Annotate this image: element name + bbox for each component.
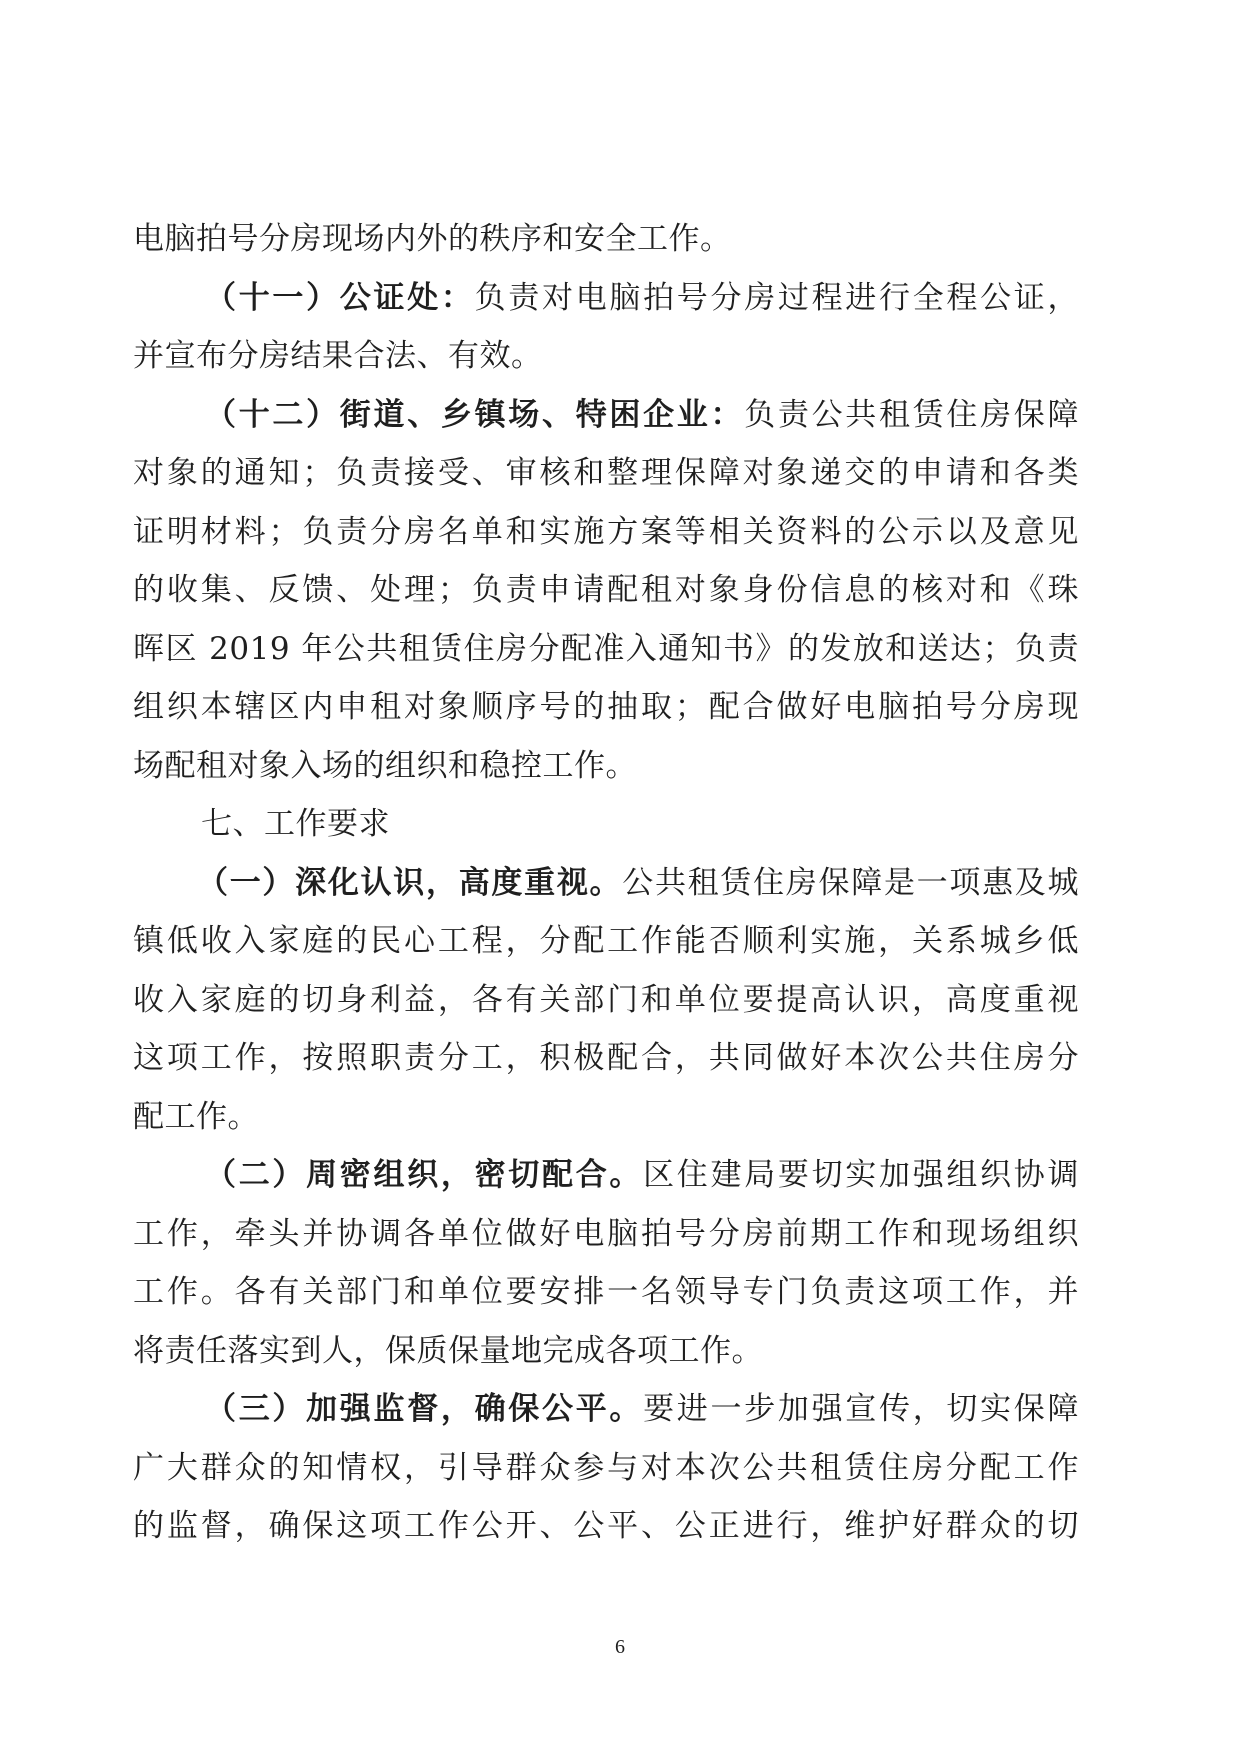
item-12-line-6 [133,678,1079,737]
requirement-1-text-5: 配工作。 [133,1098,259,1135]
requirement-2-line-3 [133,1263,1079,1322]
requirement-1-text-3: 收入家庭的切身利益，各有关部门和单位要提高认识，高度重视 [133,981,1079,1018]
requirement-3-line-2 [133,1439,1079,1498]
item-12-line-3 [133,503,1079,562]
requirement-1-line-5 [133,1088,1079,1147]
item-12-text-5: 晖区 2019 年公共租赁住房分配准入通知书》的发放和送达；负责 [133,630,1079,667]
item-12-text-2: 对象的通知；负责接受、审核和整理保障对象递交的申请和各类 [133,455,1079,491]
item-11-line-1 [133,269,1079,328]
requirement-1-text: 公共租赁住房保障是一项惠及城 [622,864,1079,901]
requirement-2-line-1 [133,1146,1079,1205]
paragraph-continuation-line [133,210,1079,269]
requirement-1-line-2 [133,912,1079,971]
item-12-line-5 [133,620,1079,679]
requirement-2-line-4 [133,1322,1079,1381]
requirement-1-line-1 [133,854,1079,913]
requirement-2-text-2: 工作，牵头并协调各单位做好电脑拍号分房前期工作和现场组织 [133,1215,1079,1252]
requirement-3-text-3: 的监督，确保这项工作公开、公平、公正进行，维护好群众的切 [133,1508,1079,1544]
requirement-3-text: 要进一步加强宣传，切实保障 [643,1391,1080,1427]
item-12-heading: （十二）街道、乡镇场、特困企业： [205,396,745,433]
requirement-3-heading: （三）加强监督，确保公平。 [205,1391,644,1427]
item-12-line-1 [133,386,1079,445]
item-12-text-3: 证明材料；负责分房名单和实施方案等相关资料的公示以及意见 [133,513,1079,550]
continuation-text: 电脑拍号分房现场内外的秩序和安全工作。 [133,221,732,257]
requirement-2-text-3: 工作。各有关部门和单位要安排一名领导专门负责这项工作，并 [133,1274,1079,1310]
item-12-line-4 [133,561,1079,620]
item-11-line-2 [133,327,1079,386]
item-11-heading: （十一）公证处： [205,279,475,316]
requirement-1-heading: （一）深化认识，高度重视。 [197,864,623,901]
item-12-line-2 [133,444,1079,503]
requirement-1-text-2: 镇低收入家庭的民心工程，分配工作能否顺利实施，关系城乡低 [133,923,1079,959]
item-12-text-7: 场配租对象入场的组织和稳控工作。 [133,747,637,784]
item-12-text-4: 的收集、反馈、处理；负责申请配租对象身份信息的核对和《珠 [133,572,1079,608]
item-11-text-2: 并宣布分房结果合法、有效。 [133,338,543,374]
requirement-1-text-4: 这项工作，按照职责分工，积极配合，共同做好本次公共住房分 [133,1040,1079,1076]
requirement-2-line-2 [133,1205,1079,1264]
item-12-text: 负责公共租赁住房保障 [744,396,1080,433]
requirement-3-line-1 [133,1380,1079,1439]
section-7-title: 七、工作要求 [201,806,390,842]
requirement-2-text: 区住建局要切实加强组织协调 [643,1157,1080,1193]
page-number: 6 [615,1636,625,1658]
requirement-1-line-3 [133,971,1079,1030]
requirement-1-line-4 [133,1029,1079,1088]
document-body [133,210,1079,1556]
requirement-2-heading: （二）周密组织，密切配合。 [205,1157,644,1193]
section-7-heading [133,795,1079,854]
requirement-3-text-2: 广大群众的知情权，引导群众参与对本次公共租赁住房分配工作 [133,1449,1079,1486]
item-12-text-6: 组织本辖区内申租对象顺序号的抽取；配合做好电脑拍号分房现 [133,689,1079,725]
requirement-2-text-4: 将责任落实到人，保质保量地完成各项工作。 [133,1332,763,1369]
requirement-3-line-3 [133,1497,1079,1556]
item-11-text: 负责对电脑拍号分房过程进行全程公证， [474,279,1080,316]
item-12-line-7 [133,737,1079,796]
